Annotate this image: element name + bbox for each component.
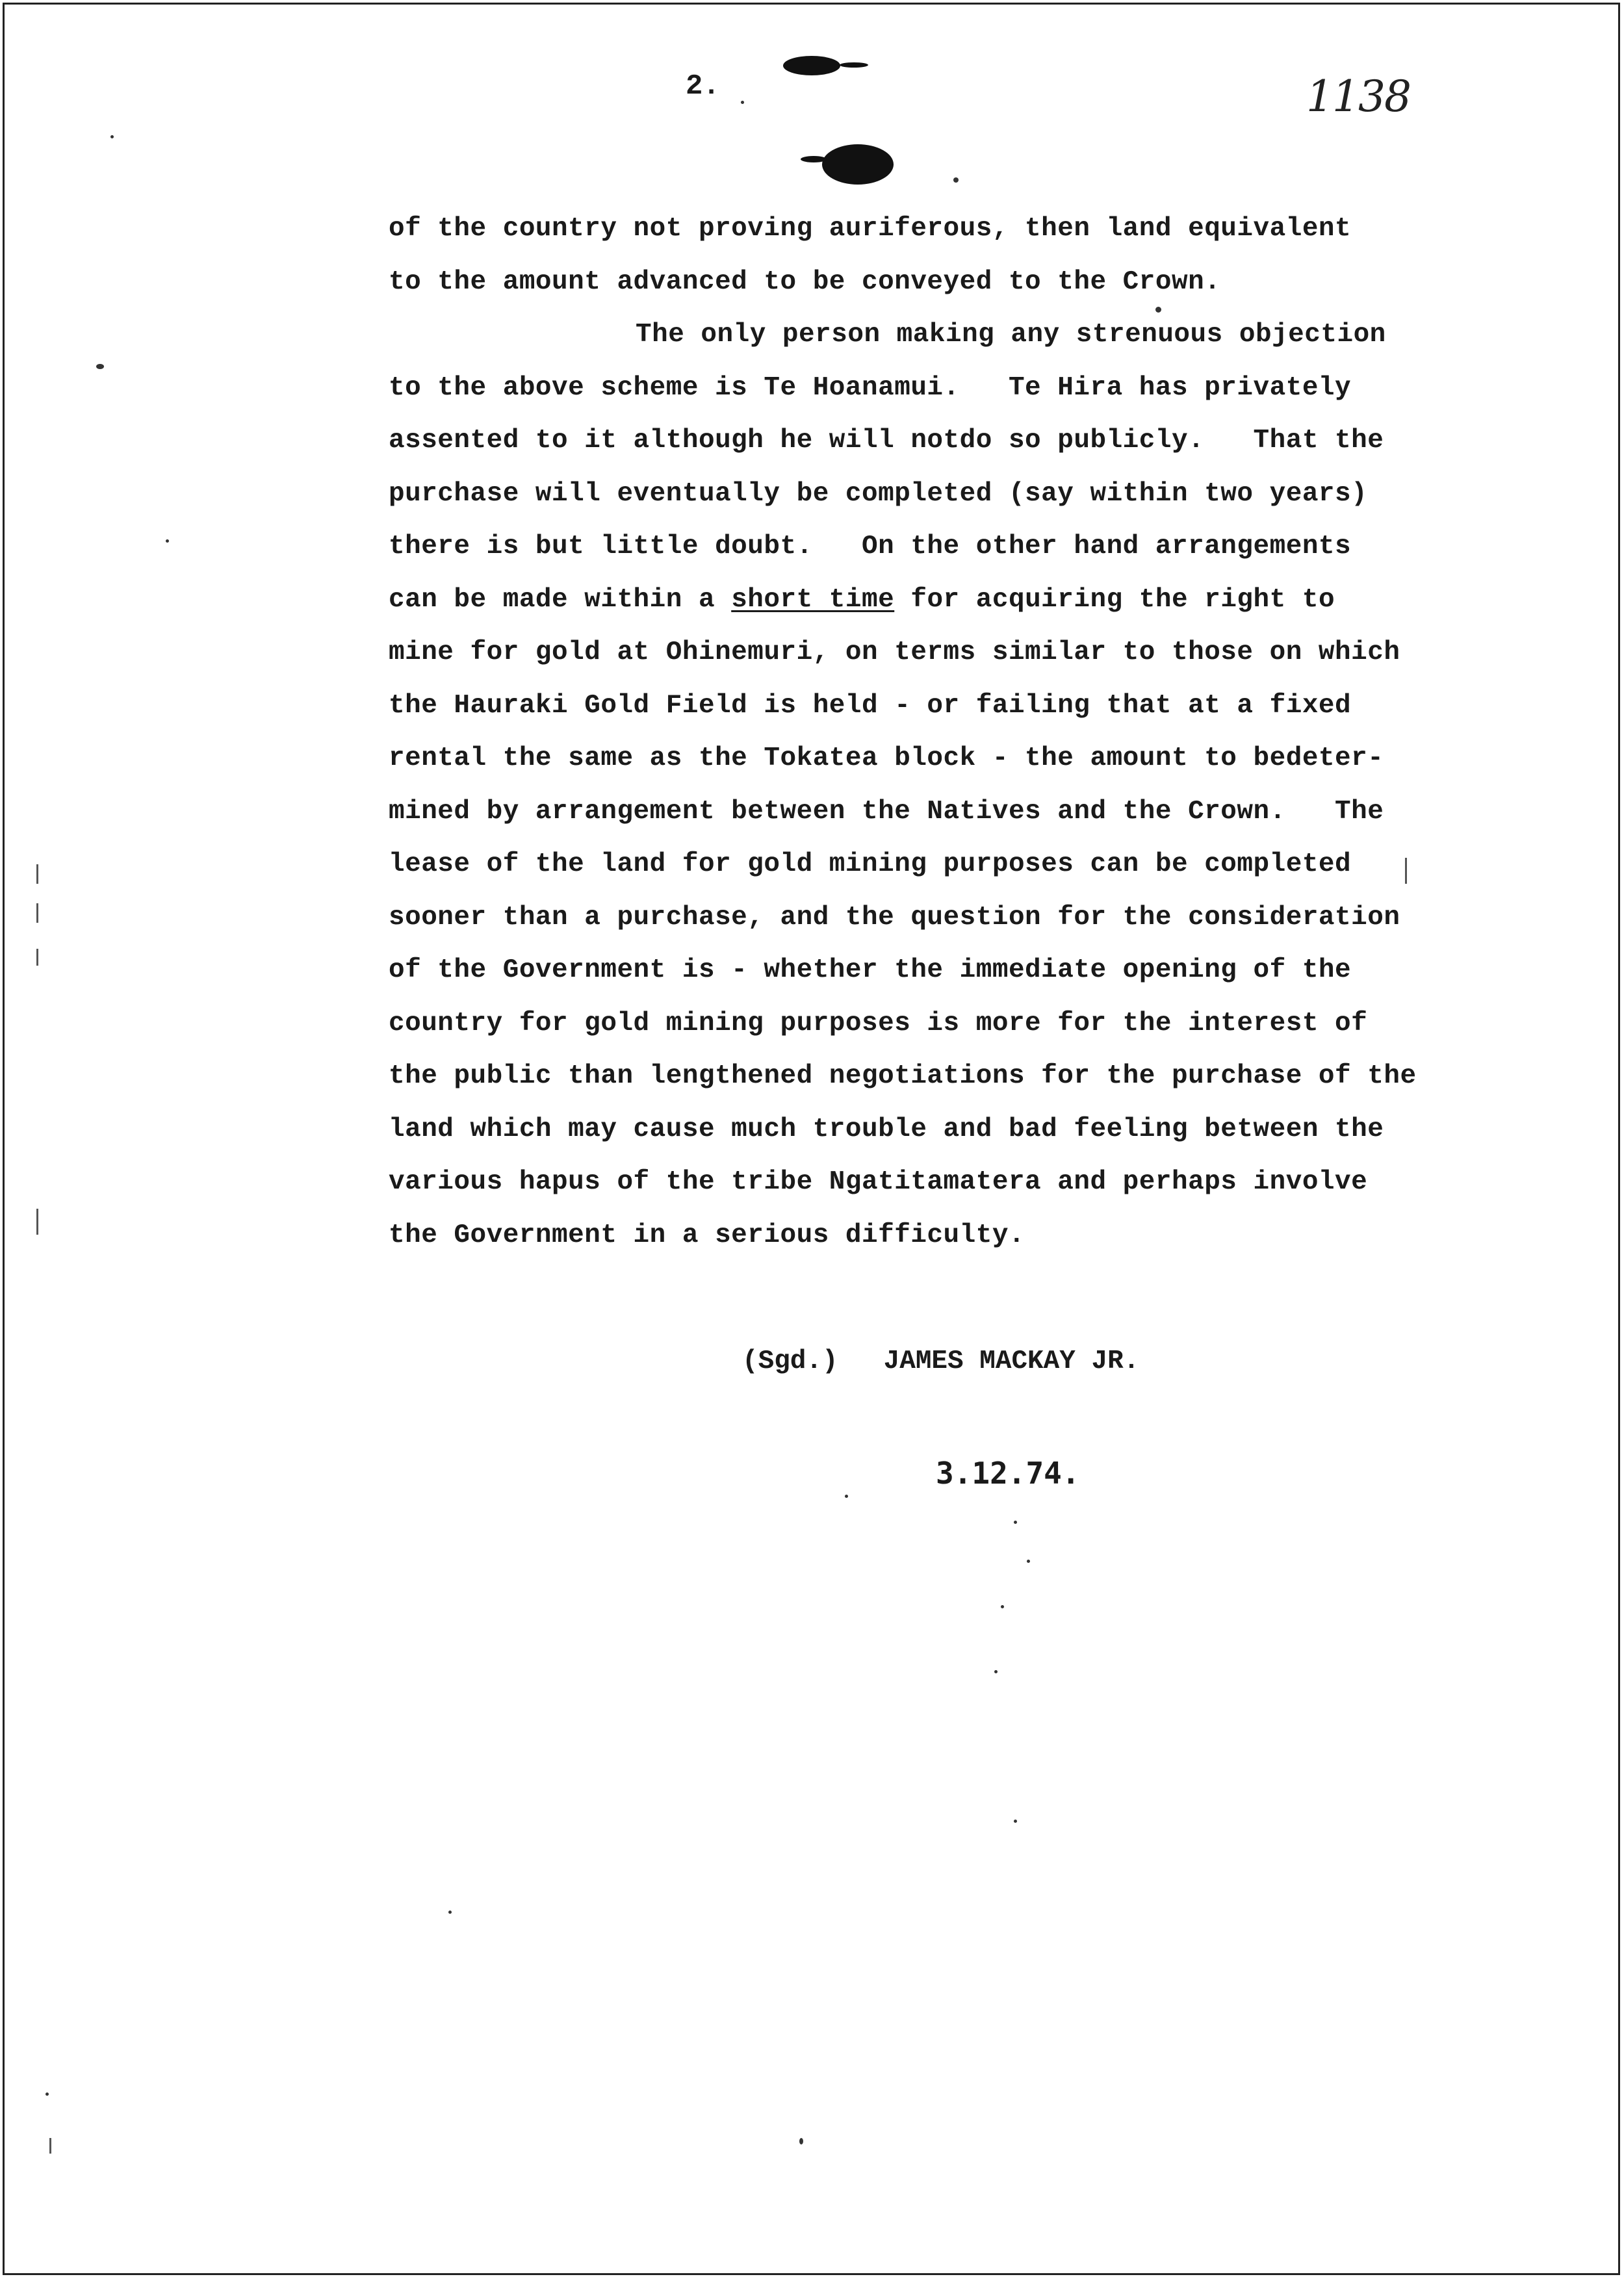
scan-speck — [110, 135, 114, 138]
text-line: the Government in a serious difficulty. — [389, 1220, 1025, 1250]
text-line: various hapus of the tribe Ngatitamatera and perhaps involve — [389, 1167, 1368, 1197]
underlined-phrase: short time — [731, 584, 895, 615]
scan-speck — [1014, 1820, 1017, 1823]
archive-reference: 1138 — [1306, 71, 1410, 122]
signature-block — [742, 1346, 1139, 1376]
scan-margin-mark — [1405, 858, 1407, 884]
ink-blot — [801, 156, 827, 162]
text-line: The only person making any strenuous objection — [636, 320, 1386, 350]
signatory-name: JAMES MACKAY JR. — [883, 1346, 1140, 1376]
text-line: mine for gold at Ohinemuri, on terms similar to those on which — [389, 637, 1400, 667]
text-line: the Hauraki Gold Field is held - or failing that at a fixed — [389, 690, 1352, 721]
document-date: 3.12.74. — [936, 1456, 1080, 1491]
text-line: there is but little doubt. On the other hand arrangements — [389, 532, 1352, 561]
text-line: the public than lengthened negotiations for the purchase of the — [389, 1061, 1417, 1091]
text-line: rental the same as the Tokatea block - the amount to bedeter- — [389, 743, 1384, 773]
scan-speck — [994, 1670, 998, 1673]
text-line: assented to it although he will notdo so publicly. That the — [389, 426, 1384, 456]
text-line: lease of the land for gold mining purposes can be completed — [389, 849, 1352, 879]
letter-body — [389, 203, 1454, 1262]
text-line: of the Government is - whether the immediate opening of the — [389, 955, 1352, 985]
scan-speck — [845, 1495, 848, 1498]
scan-margin-mark — [36, 949, 38, 966]
scan-speck — [1001, 1605, 1004, 1608]
text-line: mined by arrangement between the Natives and the Crown. The — [389, 796, 1384, 827]
text-line: sooner than a purchase, and the question for the consideration — [389, 902, 1400, 933]
page-number: 2. — [686, 70, 720, 103]
scan-speck — [953, 177, 959, 183]
text-line: to the amount advanced to be conveyed to the Crown. — [389, 266, 1221, 297]
scan-speck — [799, 2138, 803, 2144]
text-line: of the country not proving auriferous, then land equivalent — [389, 214, 1352, 244]
text-segment: for acquiring the right to — [894, 584, 1335, 615]
scan-speck — [1155, 307, 1161, 313]
ink-blot — [840, 62, 868, 68]
signature-prefix: (Sgd.) — [742, 1346, 838, 1376]
ink-blot — [822, 144, 894, 185]
scan-speck — [448, 1911, 452, 1914]
text-line — [389, 574, 1454, 627]
text-segment: can be made within a — [389, 584, 732, 615]
scan-margin-mark — [36, 1209, 38, 1235]
text-line: to the above scheme is Te Hoanamui. Te Hira has privately — [389, 372, 1352, 403]
scan-margin-mark — [36, 903, 38, 923]
scan-speck — [741, 101, 744, 104]
scan-margin-mark — [49, 2138, 51, 2154]
scan-speck — [1027, 1560, 1030, 1563]
text-line: purchase will eventually be completed (say within two years) — [389, 478, 1368, 509]
ink-blot — [783, 56, 840, 75]
scan-speck — [166, 539, 169, 543]
text-line: land which may cause much trouble and bad feeling between the — [389, 1114, 1384, 1144]
scan-speck — [1014, 1521, 1017, 1524]
scan-speck — [45, 2092, 49, 2096]
scan-margin-mark — [36, 864, 38, 884]
text-line: country for gold mining purposes is more for the interest of — [389, 1008, 1368, 1038]
scan-speck — [96, 364, 104, 369]
